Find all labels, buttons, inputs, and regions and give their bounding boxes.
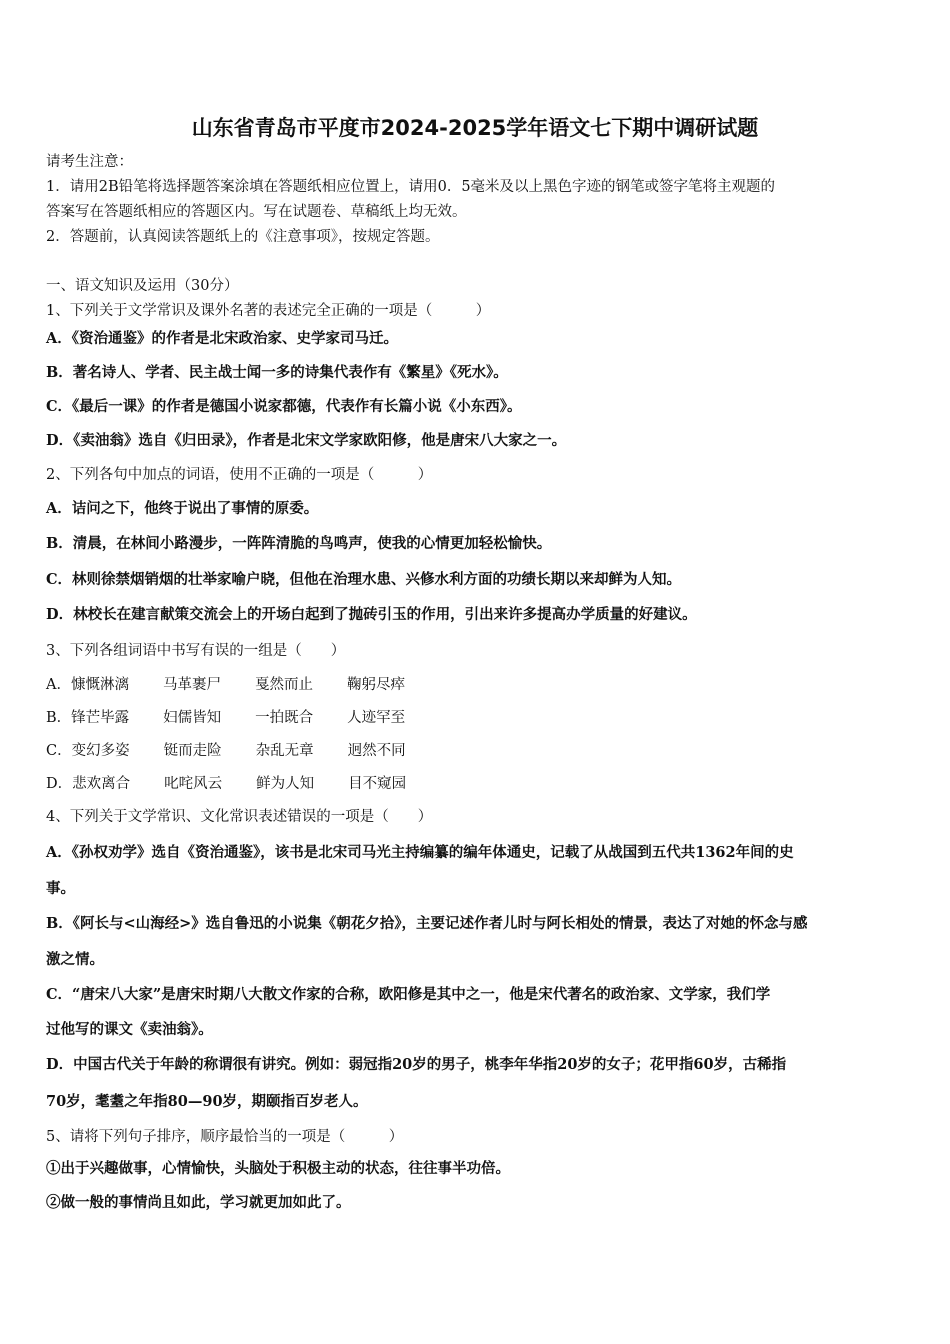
- notice-heading: 请考生注意：: [46, 154, 133, 170]
- q3-option-label: C．: [46, 743, 72, 759]
- q3-word: 马革裹尸: [162, 677, 221, 693]
- q1-option-c: C．《最后一课》的作者是德国小说家都德，代表作有长篇小说《小东西》。: [46, 398, 522, 415]
- q5-stem: 5、请将下列句子排序，顺序最恰当的一项是（ ）: [46, 1129, 404, 1145]
- q4-option-d: D．中国古代关于年龄的称谓很有讲究。例如：弱冠指20岁的男子，桃李年华指20岁的女子；花甲指60岁，古稀指: [46, 1056, 787, 1073]
- q3-option-d: [46, 775, 440, 793]
- q4-option-a: A．《孙权劝学》选自《资治通鉴》，该书是北宋司马光主持编纂的编年体通史，记载了从战国到五代共1362年间的史: [46, 844, 794, 861]
- q4-stem: 4、下列关于文学常识、文化常识表述错误的一项是（ ）: [46, 809, 433, 825]
- q4-option-b-cont: 激之情。: [46, 951, 104, 968]
- q3-word: 人迹罕至: [347, 710, 406, 726]
- q2-option-a: A．诘问之下，他终于说出了事情的原委。: [46, 500, 319, 517]
- notice-line-1b: 答案写在答题纸相应的答题区内。写在试题卷、草稿纸上均无效。: [46, 204, 467, 220]
- q3-word: 戛然而止: [254, 677, 313, 693]
- q3-word: 铤而走险: [163, 743, 222, 759]
- q2-option-c: C．林则徐禁烟销烟的壮举家喻户晓，但他在治理水患、兴修水利方面的功绩长期以来却鲜为人知。: [46, 571, 682, 588]
- q3-stem: 3、下列各组词语中书写有误的一组是（ ）: [46, 643, 346, 659]
- section-heading: 一、语文知识及运用（30分）: [46, 278, 239, 294]
- q1-option-a: A．《资治通鉴》的作者是北宋政治家、史学家司马迁。: [46, 330, 398, 347]
- q2-option-d: D．林校长在建言献策交流会上的开场白起到了抛砖引玉的作用，引出来许多提高办学质量的好建议。: [46, 606, 697, 623]
- q4-option-b: B．《阿长与<山海经>》选自鲁迅的小说集《朝花夕拾》，主要记述作者儿时与阿长相处的情景，表达了对她的怀念与感: [46, 915, 808, 932]
- q3-word: 变幻多姿: [71, 743, 130, 759]
- notice-line-1: 1．请用2B铅笔将选择题答案涂填在答题纸相应位置上，请用0．5毫米及以上黑色字迹的钢笔或签字笔将主观题的: [46, 179, 776, 195]
- q3-word: 鞠躬尽瘁: [346, 677, 405, 693]
- q4-option-a-cont: 事。: [46, 880, 75, 897]
- q5-sentence-1: ①出于兴趣做事，心情愉快，头脑处于积极主动的状态，往往事半功倍。: [46, 1160, 510, 1177]
- notice-line-2: 2．答题前，认真阅读答题纸上的《注意事项》，按规定答题。: [46, 229, 440, 245]
- q3-option-c: [46, 742, 440, 760]
- q3-word: 目不窥园: [348, 776, 407, 792]
- q3-word: 叱咤风云: [164, 776, 223, 792]
- q4-option-d-cont: 70岁，耄耋之年指80—90岁，期颐指百岁老人。: [46, 1093, 368, 1110]
- q1-stem: 1、下列关于文学常识及课外名著的表述完全正确的一项是（ ）: [46, 303, 491, 319]
- q2-stem: 2、下列各句中加点的词语，使用不正确的一项是（ ）: [46, 467, 433, 483]
- q2-option-b: B．清晨，在林间小路漫步，一阵阵清脆的鸟鸣声，使我的心情更加轻松愉快。: [46, 535, 552, 552]
- q3-option-b: [46, 709, 439, 727]
- q3-option-label: B．: [46, 710, 72, 726]
- q1-option-b: B．著名诗人、学者、民主战士闻一多的诗集代表作有《繁星》《死水》。: [46, 364, 508, 381]
- q3-option-label: D．: [46, 776, 73, 792]
- q3-word: 杂乱无章: [255, 743, 314, 759]
- q3-word: 一拍既合: [255, 710, 314, 726]
- q3-word: 妇儒皆知: [163, 710, 222, 726]
- q3-word: 鲜为人知: [256, 776, 315, 792]
- q3-word: 悲欢离合: [72, 776, 131, 792]
- q1-option-d: D．《卖油翁》选自《归田录》，作者是北宋文学家欧阳修，他是唐宋八大家之一。: [46, 432, 567, 449]
- q5-sentence-2: ②做一般的事情尚且如此，学习就更加如此了。: [46, 1194, 351, 1211]
- q3-option-label: A．: [46, 677, 71, 693]
- q3-option-a: [46, 676, 439, 694]
- q4-option-c: C．“唐宋八大家”是唐宋时期八大散文作家的合称，欧阳修是其中之一，他是宋代著名的政治家、文学家，我们学: [46, 986, 771, 1003]
- q3-word: 慷慨淋漓: [70, 677, 129, 693]
- q4-option-c-cont: 过他写的课文《卖油翁》。: [46, 1021, 213, 1038]
- page-title: 山东省青岛市平度市2024-2025学年语文七下期中调研试题: [191, 116, 759, 140]
- q3-word: 锋芒毕露: [71, 710, 130, 726]
- q3-word: 迥然不同: [347, 743, 406, 759]
